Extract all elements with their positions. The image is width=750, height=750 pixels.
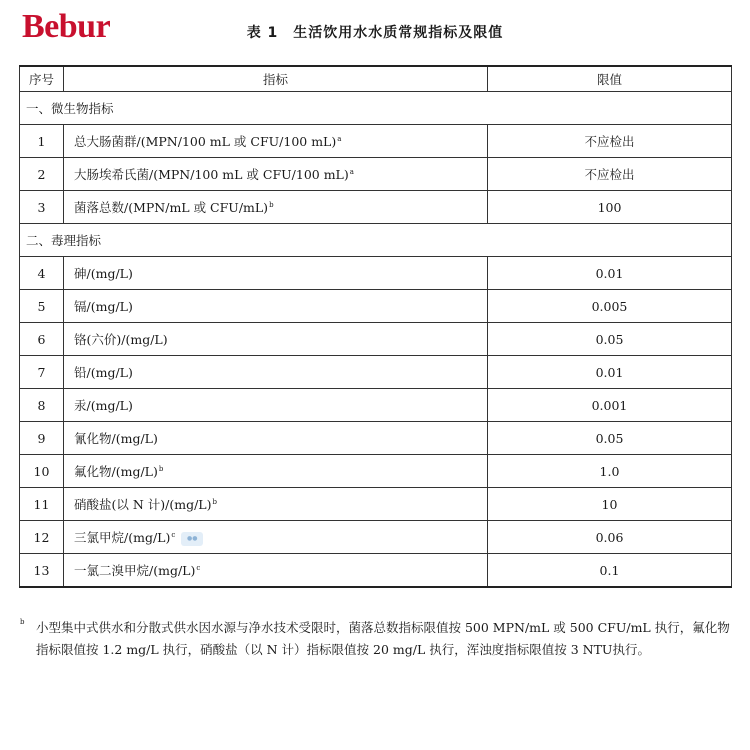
indicator-cell <box>64 323 488 356</box>
indicator-cell <box>64 554 488 588</box>
limit-value: 不应检出 <box>488 158 732 191</box>
indicator-name: 三氯甲烷/(mg/L) <box>74 530 171 545</box>
indicator-name: 一氯二溴甲烷/(mg/L) <box>74 563 196 578</box>
footnote-mark: b <box>20 618 25 626</box>
table-body <box>20 92 732 588</box>
indicator-name: 大肠埃希氏菌/(MPN/100 mL 或 CFU/100 mL) <box>74 167 349 182</box>
row-number: 10 <box>20 455 64 488</box>
indicator-name: 汞/(mg/L) <box>74 398 133 413</box>
table-row <box>20 290 732 323</box>
indicator-name: 铬(六价)/(mg/L) <box>74 332 168 347</box>
limit-value: 0.06 <box>488 521 732 554</box>
footnote-ref: b <box>158 464 164 473</box>
footnote <box>20 617 732 661</box>
indicator-cell <box>64 257 488 290</box>
indicator-cell <box>64 488 488 521</box>
table-row <box>20 389 732 422</box>
indicator-name: 菌落总数/(MPN/mL 或 CFU/mL) <box>74 200 269 215</box>
row-number: 4 <box>20 257 64 290</box>
row-number: 2 <box>20 158 64 191</box>
brand-logo: Bebur <box>22 8 111 45</box>
table-header-row <box>20 66 732 92</box>
limit-value: 0.05 <box>488 422 732 455</box>
indicator-name: 硝酸盐(以 N 计)/(mg/L) <box>74 497 212 512</box>
water-quality-table <box>19 65 732 588</box>
row-number: 7 <box>20 356 64 389</box>
row-number: 12 <box>20 521 64 554</box>
indicator-name: 镉/(mg/L) <box>74 299 133 314</box>
limit-value: 100 <box>488 191 732 224</box>
footnote-text: 小型集中式供水和分散式供水因水源与净水技术受限时，菌落总数指标限值按 500 MPN/mL 或 500 CFU/mL 执行，氟化物指标限值按 1.2 mg/L 执行，硝酸盐（以 N 计）指标限值按 20 mg/L 执行，浑浊度指标限值按 3 NTU执行。 <box>36 620 730 657</box>
watermark-icon: ●● <box>181 532 203 546</box>
indicator-cell <box>64 191 488 224</box>
footnote-ref: c <box>171 530 176 539</box>
indicator-name: 总大肠菌群/(MPN/100 mL 或 CFU/100 mL) <box>74 134 337 149</box>
limit-value: 0.05 <box>488 323 732 356</box>
row-number: 6 <box>20 323 64 356</box>
table-row <box>20 257 732 290</box>
header-limit: 限值 <box>488 66 732 92</box>
footnote-ref: c <box>196 563 201 572</box>
limit-value: 1.0 <box>488 455 732 488</box>
indicator-cell <box>64 158 488 191</box>
section-label: 一、微生物指标 <box>20 92 732 125</box>
table-row <box>20 356 732 389</box>
footnote-ref: a <box>337 134 342 143</box>
limit-value: 0.005 <box>488 290 732 323</box>
limit-value: 不应检出 <box>488 125 732 158</box>
row-number: 13 <box>20 554 64 588</box>
row-number: 8 <box>20 389 64 422</box>
indicator-name: 氰化物/(mg/L) <box>74 431 158 446</box>
row-number: 5 <box>20 290 64 323</box>
table-row <box>20 191 732 224</box>
indicator-cell <box>64 356 488 389</box>
limit-value: 0.01 <box>488 257 732 290</box>
limit-value: 0.01 <box>488 356 732 389</box>
indicator-name: 铅/(mg/L) <box>74 365 133 380</box>
row-number: 11 <box>20 488 64 521</box>
indicator-cell <box>64 521 488 554</box>
indicator-name: 氟化物/(mg/L) <box>74 464 158 479</box>
indicator-name: 砷/(mg/L) <box>74 266 133 281</box>
limit-value: 10 <box>488 488 732 521</box>
limit-value: 0.1 <box>488 554 732 588</box>
table-row <box>20 521 732 554</box>
table-row <box>20 125 732 158</box>
footnote-ref: b <box>269 200 274 209</box>
row-number: 3 <box>20 191 64 224</box>
row-number: 1 <box>20 125 64 158</box>
header-indicator: 指标 <box>64 66 488 92</box>
indicator-cell <box>64 290 488 323</box>
indicator-cell <box>64 125 488 158</box>
row-number: 9 <box>20 422 64 455</box>
footnote-ref: a <box>349 167 354 176</box>
indicator-cell <box>64 389 488 422</box>
section-row <box>20 224 732 257</box>
header-number: 序号 <box>20 66 64 92</box>
section-row <box>20 92 732 125</box>
indicator-cell <box>64 455 488 488</box>
limit-value: 0.001 <box>488 389 732 422</box>
table-row <box>20 455 732 488</box>
indicator-cell <box>64 422 488 455</box>
table-title: 表 1 生活饮用水水质常规指标及限值 <box>246 25 504 41</box>
section-label: 二、毒理指标 <box>20 224 732 257</box>
table-row <box>20 158 732 191</box>
table-row <box>20 554 732 588</box>
table-row <box>20 323 732 356</box>
table-row <box>20 422 732 455</box>
table-row <box>20 488 732 521</box>
footnote-ref: b <box>212 497 217 506</box>
